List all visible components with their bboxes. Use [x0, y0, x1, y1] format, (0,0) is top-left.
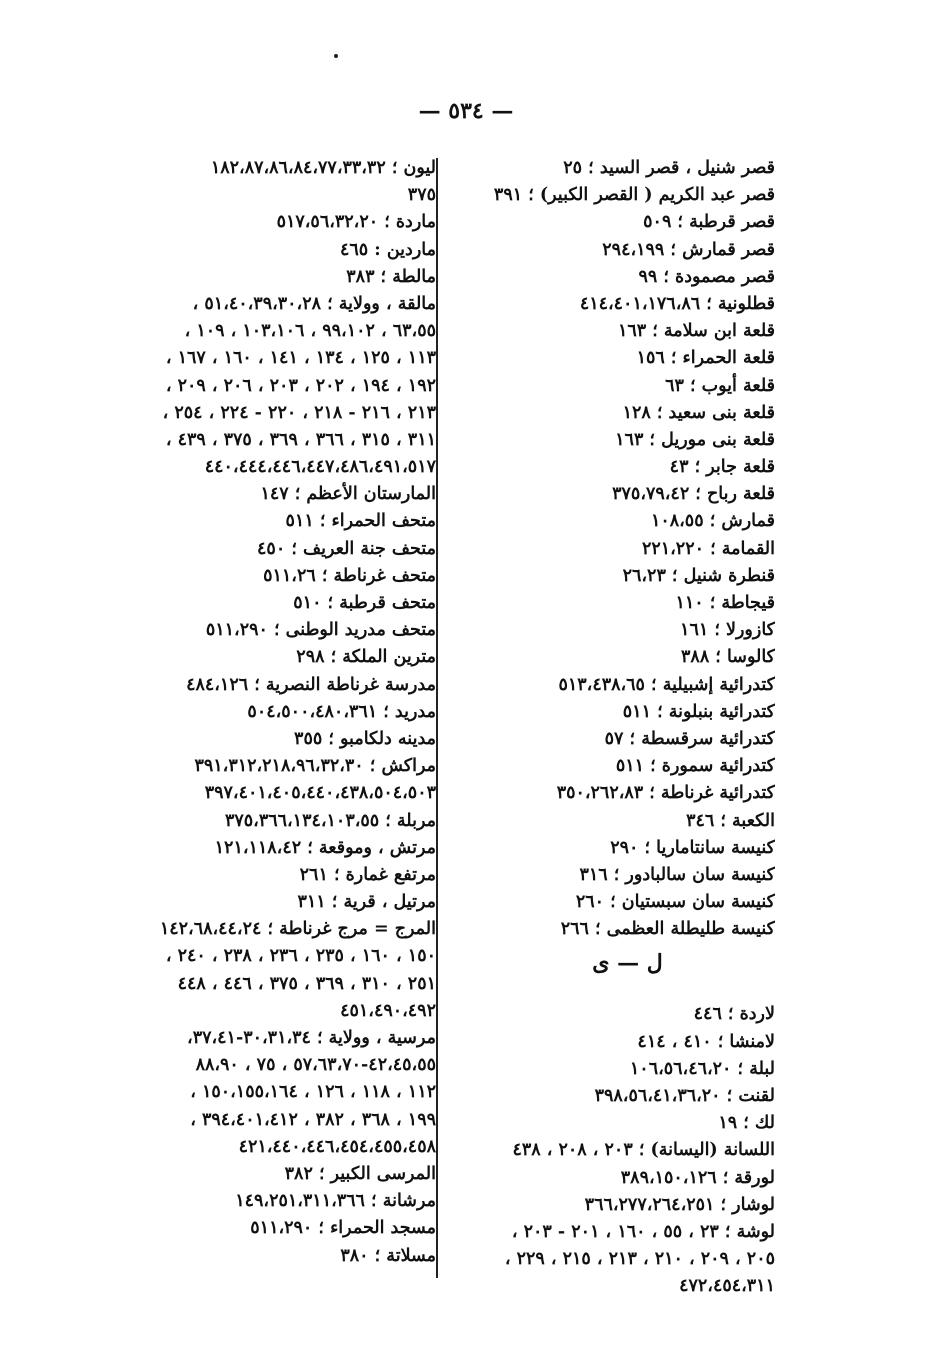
index-entry: ٣٩٧،٤٠١،٤٠٥،٤٤٠،٤٣٨،٥٠٤،٥٠٣ — [204, 783, 436, 804]
index-entry: قلعة ابن سلامة ؛ ١٦٣ — [617, 321, 775, 342]
entries-top — [450, 155, 775, 943]
index-entry: القمامة ؛ ٢٢١،٢٢٠ — [641, 538, 775, 559]
section-heading: ل — ى — [592, 950, 663, 977]
index-entry: مدريد ؛ ٥٠٤،٥٠٠،٤٨٠،٣٦١ — [247, 701, 436, 722]
index-entry: قطلونية ؛ ٤١٤،٤٠١،١٧٦،٨٦ — [579, 293, 775, 314]
index-entry: ٤٤٠،٤٤٤،٤٤٦،٤٤٧،٤٨٦،٤٩١،٥١٧ — [204, 457, 436, 478]
index-entry: كازورلا ؛ ١٦١ — [680, 620, 775, 641]
index-entry: كنيسة سانتاماريا ؛ ٢٩٠ — [610, 837, 775, 858]
index-entry: لامنشا ؛ ٤١٠ ، ٤١٤ — [637, 1031, 775, 1052]
index-entry: كتدرائية سرقسطة ؛ ٥٧ — [604, 728, 775, 749]
index-entry: ٤٧٢،٤٥٤،٣١١ — [679, 1276, 775, 1297]
index-entry: المرسى الكبير ؛ ٣٨٢ — [284, 1163, 436, 1184]
entries-bottom — [450, 1001, 775, 1300]
index-entry: ١١٢ ، ١١٨ ، ١٢٦ ، ١٥٠،١٥٥،١٦٤ ، — [190, 1082, 436, 1103]
index-entry: مدرسة غرناطة النصرية ؛ ٤٨٤،١٢٦ — [186, 674, 436, 695]
entries-left — [96, 155, 436, 1270]
index-entry: قلعة بنى سعيد ؛ ١٢٨ — [622, 402, 775, 423]
index-entry: ٢٥١ ، ٣١٠ ، ٣٦٩ ، ٣٧٥ ، ٤٤٦ ، ٤٤٨ — [177, 973, 436, 994]
index-entry: كتدرائية غرناطة ؛ ٣٥٠،٢٦٢،٨٣ — [556, 783, 775, 804]
index-entry: ٢١٣ ، ٢١٦ - ٢١٨ ، ٢٢٠ - ٢٢٤ ، ٢٥٤ ، — [162, 402, 436, 423]
index-entry: لوشة ؛ ٢٣ ، ٥٥ ، ١٦٠ ، ٢٠١ - ٢٠٣ ، — [511, 1221, 775, 1242]
index-entry: ٤٢،٤٥،٥٥-٥٧،٦٣،٧٠ ، ٧٥ ، ٨٨،٩٠ — [195, 1055, 436, 1076]
index-entry: ١٥٠ ، ١٦٠ ، ٢٣٥ ، ٢٣٦ ، ٢٣٨ ، ٢٤٠ ، — [165, 946, 436, 967]
index-entry: ٢٠٥ ، ٢٠٩ ، ٢١٠ ، ٢١٣ ، ٢١٥ ، ٢٢٩ ، — [504, 1249, 775, 1270]
index-entry: مدينه دلكامبو ؛ ٣٥٥ — [294, 728, 436, 749]
index-entry: لك ؛ ١٩ — [718, 1113, 775, 1134]
index-entry: قلعة الحمراء ؛ ١٥٦ — [636, 348, 775, 369]
page-number: — ٥٣٤ — — [418, 98, 514, 124]
index-entry: ٣١١ ، ٣١٥ ، ٣٦٦ ، ٣٦٩ ، ٣٧٥ ، ٤٣٩ ، — [165, 429, 436, 450]
index-entry: قلعة جابر ؛ ٤٣ — [669, 457, 775, 478]
index-entry: مربلة ؛ ٣٧٥،٣٦٦،١٣٤،١٠٣،٥٥ — [224, 810, 436, 831]
index-entry: قلعة أيوب ؛ ٦٣ — [665, 375, 775, 396]
index-entry: لورقة ؛ ٣٨٩،١٥٠،١٢٦ — [620, 1167, 775, 1188]
index-column-right — [450, 155, 775, 1301]
index-entry: كنيسة سان سبستيان ؛ ٢٦٠ — [575, 892, 775, 913]
index-entry: مسجد الحمراء ؛ ٥١١،٢٩٠ — [250, 1218, 436, 1239]
index-entry: قلعة بنى موريل ؛ ١٦٣ — [615, 429, 775, 450]
index-entry: قصر شنيل ، قصر السيد ؛ ٢٥ — [563, 158, 775, 178]
index-entry: ماردين : ٤٦٥ — [340, 239, 436, 260]
ink-dot — [334, 54, 338, 58]
index-entry: متحف جنة العريف ؛ ٤٥٠ — [257, 538, 436, 559]
index-entry: مرشانة ؛ ١٤٩،٢٥١،٣١١،٣٦٦ — [235, 1191, 436, 1212]
index-entry: كتدرائية إشبيلية ؛ ٥١٣،٤٣٨،٦٥ — [558, 674, 775, 695]
index-entry: قمارش ؛ ١٠٨،٥٥ — [650, 511, 775, 532]
index-entry: كنيسة سان سالبادور ؛ ٣١٦ — [579, 864, 775, 885]
index-entry: مراكش ؛ ٣٩١،٣١٢،٢١٨،٩٦،٣٢،٣٠ — [194, 756, 436, 777]
index-entry: قنطرة شنيل ؛ ٢٦،٢٣ — [622, 565, 775, 586]
index-column-left — [96, 155, 436, 1270]
index-entry: لاردة ؛ ٤٤٦ — [693, 1004, 775, 1025]
index-entry: مالقة ، وولاية ؛ ٥١،٤٠،٣٩،٣٠،٢٨ ، — [192, 293, 436, 314]
index-entry: مرتيل ، قرية ؛ ٣١١ — [297, 892, 436, 913]
index-entry: متحف قرطبة ؛ ٥١٠ — [293, 593, 436, 613]
index-entry: المارستان الأعظم ؛ ١٤٧ — [260, 484, 436, 505]
index-entry: مالطة ؛ ٣٨٣ — [346, 266, 436, 287]
index-entry: قصر مصمودة ؛ ٩٩ — [638, 266, 775, 287]
index-entry: مرسية ، وولاية ؛ ٣٠،٣١،٣٤-٣٧،٤١، — [187, 1028, 436, 1048]
index-entry: قصر قرطبة ؛ ٥٠٩ — [643, 212, 775, 233]
index-entry: ماردة ؛ ٥١٧،٥٦،٣٢،٢٠ — [276, 212, 436, 233]
index-entry: متحف غرناطة ؛ ٥١١،٢٦ — [263, 565, 436, 586]
index-entry: الكعبة ؛ ٣٤٦ — [686, 810, 775, 831]
index-entry: قصر عبد الكريم ( القصر الكبير) ؛ ٣٩١ — [493, 185, 775, 206]
index-entry: كتدرائية بنبلونة ؛ ٥١١ — [622, 701, 775, 722]
index-entry: قلعة رباح ؛ ٣٧٥،٧٩،٤٢ — [612, 484, 775, 505]
index-entry: متحف الحمراء ؛ ٥١١ — [285, 511, 436, 532]
index-entry: كنيسة طليطلة العظمى ؛ ٢٦٦ — [560, 919, 775, 940]
index-entry: ٤٥١،٤٩٠،٤٩٢ — [340, 1000, 436, 1021]
index-entry: اللسانة (اليسانة) ؛ ٢٠٣ ، ٢٠٨ ، ٤٣٨ — [512, 1140, 775, 1161]
index-entry: مرتفع غمارة ؛ ٢٦١ — [299, 864, 436, 885]
index-entry: قيجاطة ؛ ١١٠ — [675, 593, 775, 613]
index-entry: مترين الملكة ؛ ٢٩٨ — [296, 647, 436, 668]
index-entry: ١٩٩ ، ٣٦٨ ، ٣٨٢ ، ٣٩٤،٤٠١،٤١٢ ، — [190, 1109, 436, 1130]
index-entry: ٦٣،٥٥ ، ٩٩،١٠٢ ، ١٠٣،١٠٦ ، ١٠٩ ، — [184, 321, 436, 342]
index-entry: كتدرائية سمورة ؛ ٥١١ — [615, 756, 775, 777]
index-entry: مرتش ، وموقعة ؛ ١٢١،١١٨،٤٢ — [214, 837, 436, 858]
index-entry: لبلة ؛ ١٠٦،٥٦،٤٦،٢٠ — [629, 1058, 775, 1079]
index-entry: لوشار ؛ ٣٦٦،٢٧٧،٢٦٤،٢٥١ — [584, 1194, 775, 1215]
index-entry: مسلاتة ؛ ٣٨٠ — [340, 1245, 436, 1266]
index-entry: كالوسا ؛ ٣٨٨ — [681, 647, 775, 668]
index-entry: ليون ؛ ١٨٢،٨٧،٨٦،٨٤،٧٧،٣٣،٣٢ — [210, 158, 436, 178]
index-entry: المرج = مرج غرناطة ؛ ١٤٢،٦٨،٤٤،٢٤ — [159, 919, 436, 940]
column-divider — [436, 158, 438, 1278]
index-entry: ١٩٢ ، ١٩٤ ، ٢٠٢ ، ٢٠٣ ، ٢٠٦ ، ٢٠٩ ، — [165, 375, 436, 396]
index-entry: ١١٣ ، ١٢٥ ، ١٣٤ ، ١٤١ ، ١٦٠ ، ١٦٧ ، — [165, 348, 436, 369]
index-entry: لقنت ؛ ٣٩٨،٥٦،٤١،٣٦،٢٠ — [594, 1086, 775, 1106]
index-entry: متحف مدريد الوطنى ؛ ٥١١،٢٩٠ — [205, 620, 436, 641]
index-entry: ٤٢١،٤٤٠،٤٤٦،٤٥٤،٤٥٥،٤٥٨ — [238, 1136, 436, 1157]
index-entry: ٣٧٥ — [407, 185, 436, 206]
index-entry: قصر قمارش ؛ ٢٩٤،١٩٩ — [602, 239, 775, 260]
